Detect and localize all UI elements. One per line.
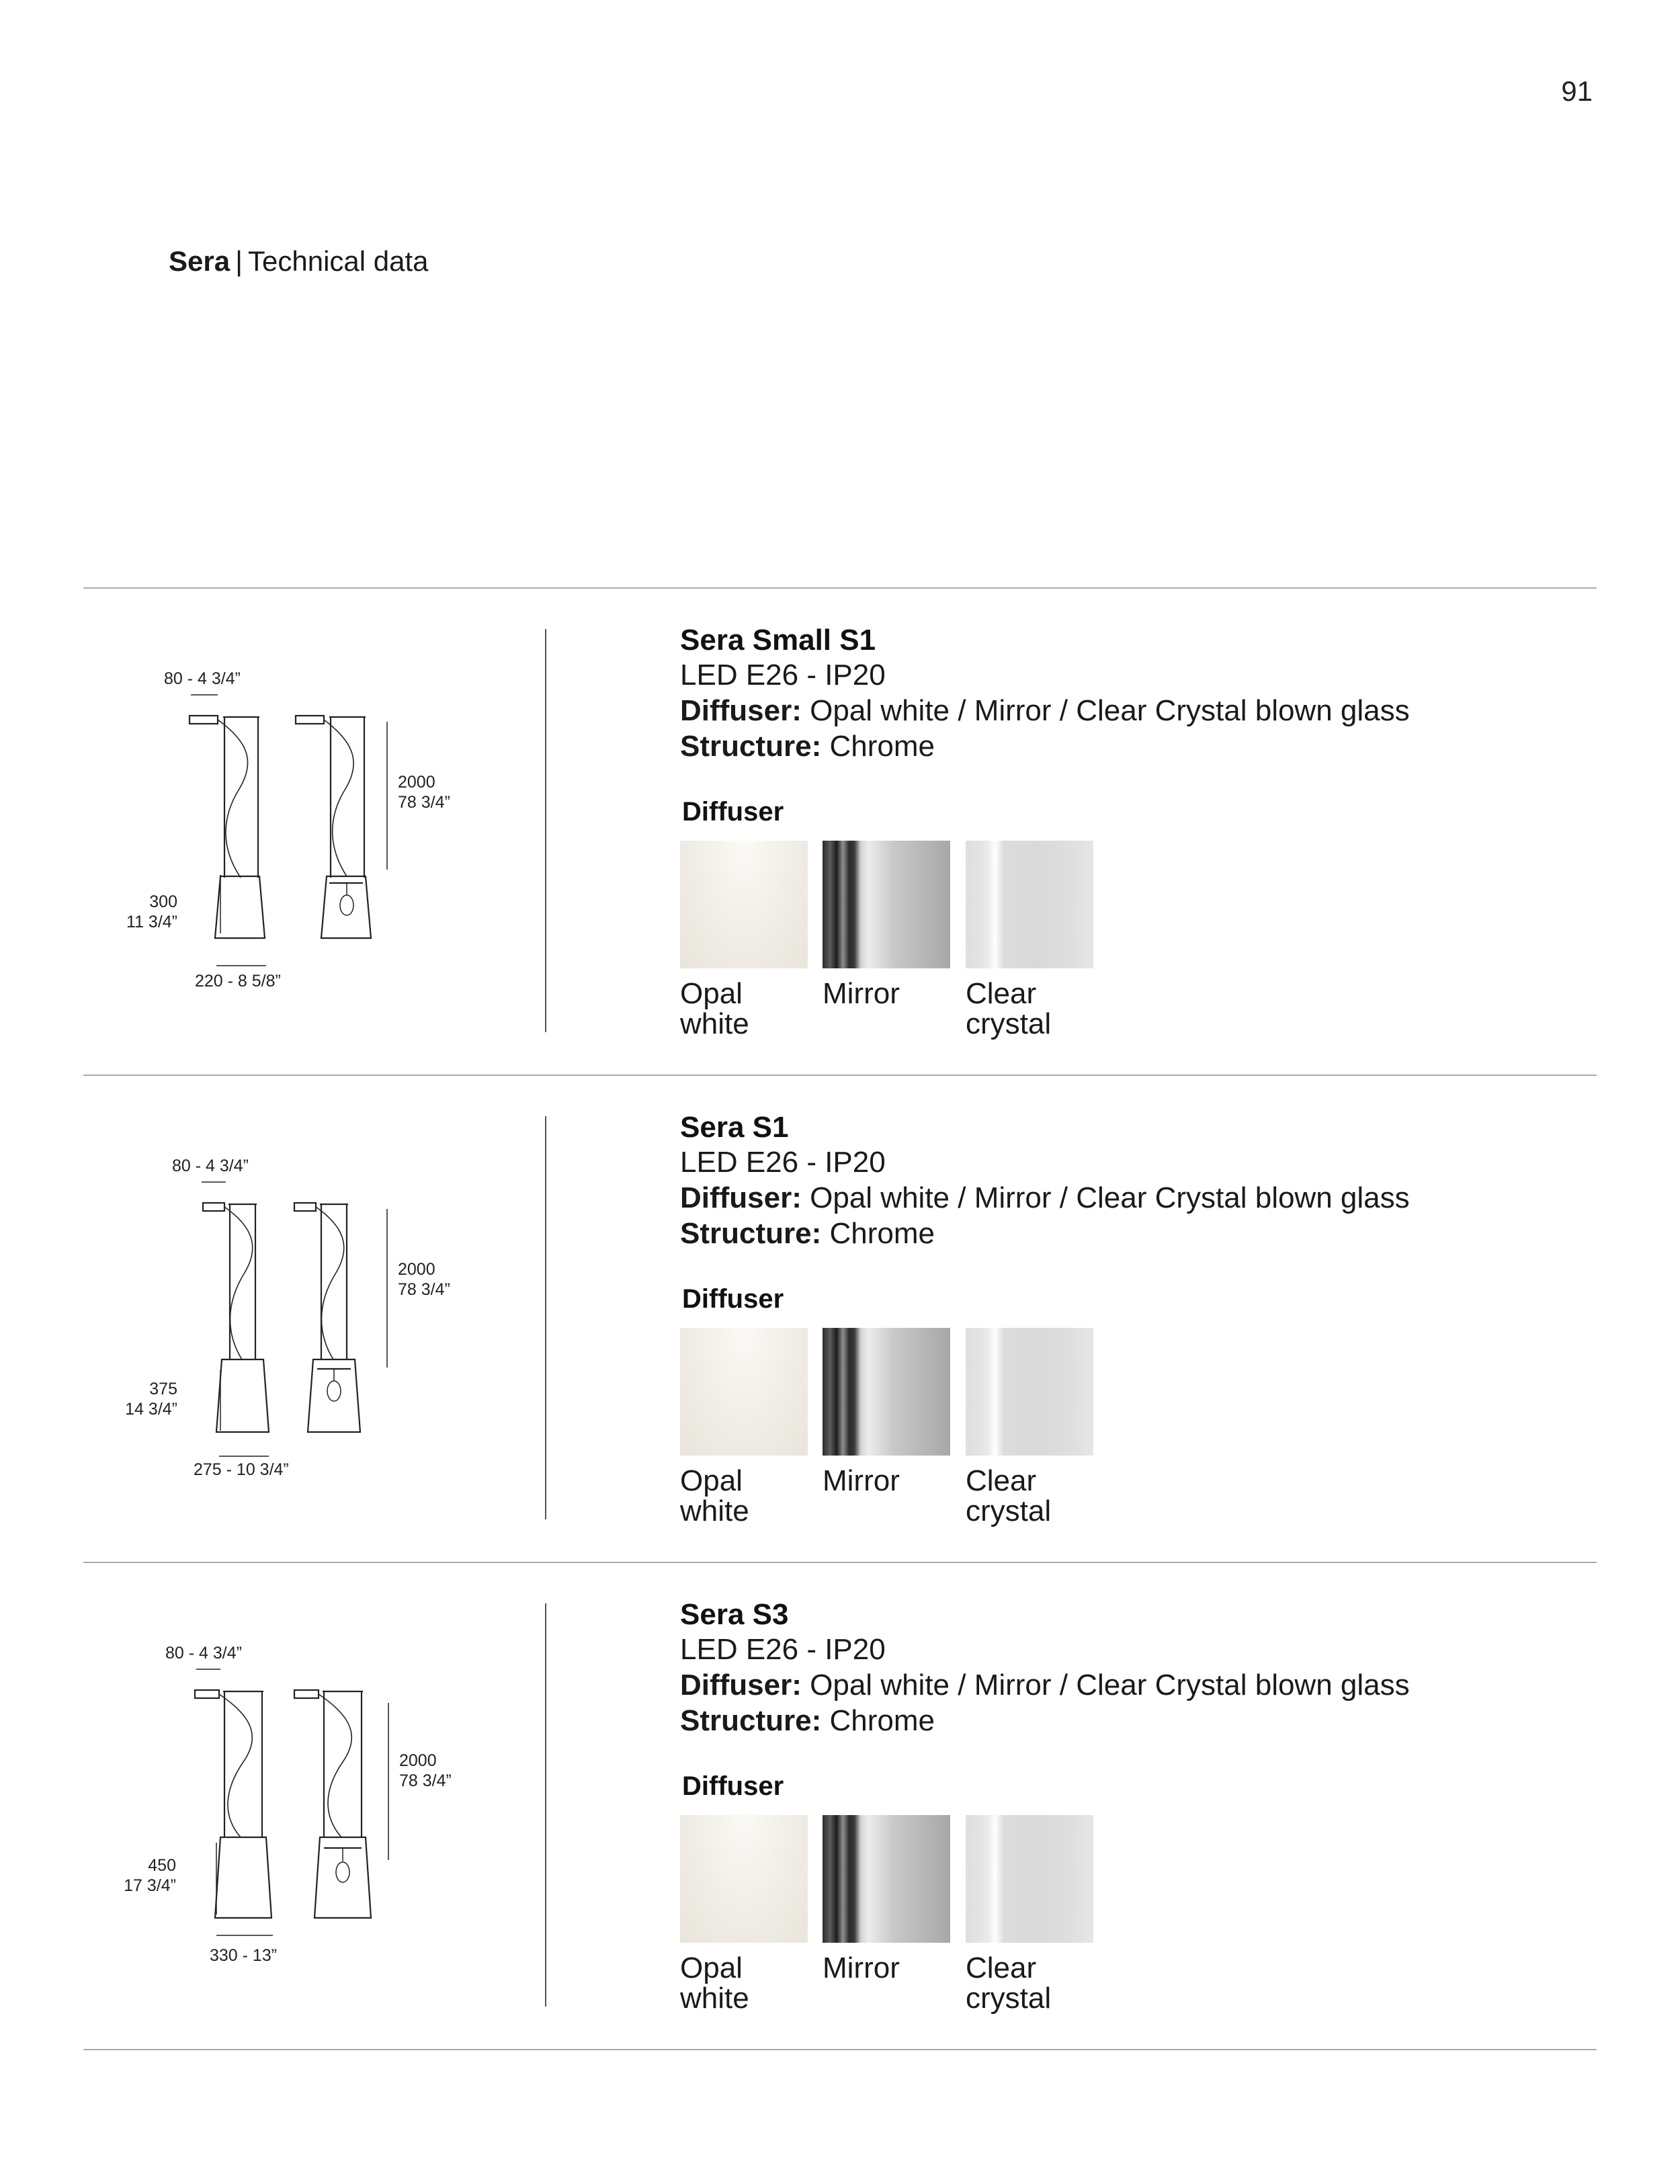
swatch-label-line1: Opal — [680, 977, 743, 1010]
bottom-rule — [83, 2049, 1597, 2050]
swatch-label-line2: white — [680, 1007, 749, 1040]
swatch-label-line1: Clear — [966, 977, 1037, 1010]
product-name: Sera S3 — [680, 1598, 789, 1631]
spec-structure-value: Chrome — [829, 1217, 935, 1250]
product-section-s1 — [0, 1075, 1680, 1562]
swatch-label-line1: Clear — [966, 1951, 1037, 1984]
spec-structure-value: Chrome — [829, 1704, 935, 1737]
dim-height-in: 78 3/4” — [398, 793, 450, 812]
dim-width: 220 - 8 5/8” — [195, 972, 281, 991]
dim-shade-height-mm: 375 — [149, 1380, 177, 1398]
swatch-clear-crystal — [966, 841, 1093, 968]
swatch-label-line2: crystal — [966, 1007, 1052, 1040]
spec-led: LED E26 - IP20 — [680, 1633, 886, 1666]
swatch-mirror — [823, 841, 950, 968]
diffuser-heading: Diffuser — [682, 797, 784, 827]
spec-diffuser-label: Diffuser: — [680, 1181, 802, 1214]
spec-led: LED E26 - IP20 — [680, 659, 886, 691]
swatch-label-line2: crystal — [966, 1495, 1052, 1527]
spec-diffuser-value: Opal white / Mirror / Clear Crystal blown glass — [810, 1181, 1410, 1214]
swatch-label-opal-white — [680, 1953, 749, 2013]
swatch-label-line1: Opal — [680, 1464, 743, 1497]
page-title — [169, 245, 429, 278]
dim-canopy: 80 - 4 3/4” — [172, 1157, 249, 1175]
spec-diffuser — [680, 694, 1410, 728]
pendant-drawing-svg — [108, 1075, 484, 1562]
dim-width: 330 - 13” — [210, 1946, 278, 1965]
product-name: Sera Small S1 — [680, 624, 876, 657]
diffuser-heading: Diffuser — [682, 1771, 784, 1801]
spec-structure-label: Structure: — [680, 1217, 822, 1250]
swatch-opal-white — [680, 1815, 808, 1943]
spec-led: LED E26 - IP20 — [680, 1146, 886, 1179]
pendant-drawing-svg — [108, 587, 484, 1075]
dim-height-mm: 2000 — [398, 1260, 435, 1279]
swatch-label-clear-crystal — [966, 1466, 1051, 1526]
swatch-clear-crystal — [966, 1328, 1093, 1456]
dim-height-mm: 2000 — [398, 773, 435, 792]
page-number: 91 — [1561, 75, 1593, 107]
swatch-label-clear-crystal — [966, 1953, 1051, 2013]
spec-structure — [680, 1704, 935, 1738]
product-section-small-s1 — [0, 587, 1680, 1075]
swatch-mirror — [823, 1815, 950, 1943]
title-subtitle: Technical data — [248, 245, 429, 277]
spec-diffuser-label: Diffuser: — [680, 1669, 802, 1702]
dim-height-mm: 2000 — [399, 1751, 437, 1770]
swatch-opal-white — [680, 841, 808, 968]
diffuser-heading: Diffuser — [682, 1284, 784, 1314]
swatch-mirror — [823, 1328, 950, 1456]
swatch-label-line1: Mirror — [823, 977, 900, 1010]
swatch-label-line2: white — [680, 1495, 749, 1527]
title-brand: Sera — [169, 245, 230, 277]
column-divider — [545, 1603, 546, 2007]
dim-shade-height-mm: 450 — [148, 1856, 176, 1875]
dim-height-in: 78 3/4” — [398, 1280, 450, 1299]
spec-diffuser-value: Opal white / Mirror / Clear Crystal blown glass — [810, 1669, 1410, 1702]
technical-drawing — [108, 587, 484, 1075]
dim-width: 275 - 10 3/4” — [194, 1460, 289, 1479]
dim-height-in: 78 3/4” — [399, 1771, 452, 1790]
spec-diffuser-value: Opal white / Mirror / Clear Crystal blown glass — [810, 694, 1410, 727]
product-section-s3 — [0, 1562, 1680, 2049]
column-divider — [545, 1116, 546, 1519]
swatch-opal-white — [680, 1328, 808, 1456]
swatch-label-line2: crystal — [966, 1982, 1052, 2015]
dim-shade-height-in: 17 3/4” — [124, 1876, 176, 1895]
swatch-label-mirror — [823, 1953, 900, 1983]
spec-structure-label: Structure: — [680, 1704, 822, 1737]
technical-drawing — [108, 1075, 484, 1562]
dim-shade-height-in: 14 3/4” — [125, 1400, 177, 1419]
swatch-label-line1: Clear — [966, 1464, 1037, 1497]
spec-diffuser — [680, 1181, 1410, 1215]
dim-shade-height-in: 11 3/4” — [126, 913, 177, 931]
swatch-label-clear-crystal — [966, 978, 1051, 1039]
spec-diffuser-label: Diffuser: — [680, 694, 802, 727]
spec-structure-value: Chrome — [829, 730, 935, 763]
swatch-label-mirror — [823, 978, 900, 1009]
dim-shade-height-mm: 300 — [149, 892, 177, 911]
swatch-label-opal-white — [680, 1466, 749, 1526]
column-divider — [545, 629, 546, 1032]
spec-structure — [680, 1217, 935, 1251]
swatch-label-opal-white — [680, 978, 749, 1039]
swatch-clear-crystal — [966, 1815, 1093, 1943]
swatch-label-mirror — [823, 1466, 900, 1496]
swatch-label-line1: Mirror — [823, 1951, 900, 1984]
technical-drawing — [108, 1562, 484, 2049]
swatch-label-line2: white — [680, 1982, 749, 2015]
spec-structure-label: Structure: — [680, 730, 822, 763]
product-name: Sera S1 — [680, 1111, 789, 1144]
dim-canopy: 80 - 4 3/4” — [164, 669, 241, 688]
spec-structure — [680, 730, 935, 763]
pendant-drawing-svg — [108, 1562, 484, 2049]
swatch-label-line1: Mirror — [823, 1464, 900, 1497]
spec-diffuser — [680, 1669, 1410, 1702]
title-separator: | — [235, 245, 243, 277]
swatch-label-line1: Opal — [680, 1951, 743, 1984]
dim-canopy: 80 - 4 3/4” — [165, 1644, 242, 1663]
